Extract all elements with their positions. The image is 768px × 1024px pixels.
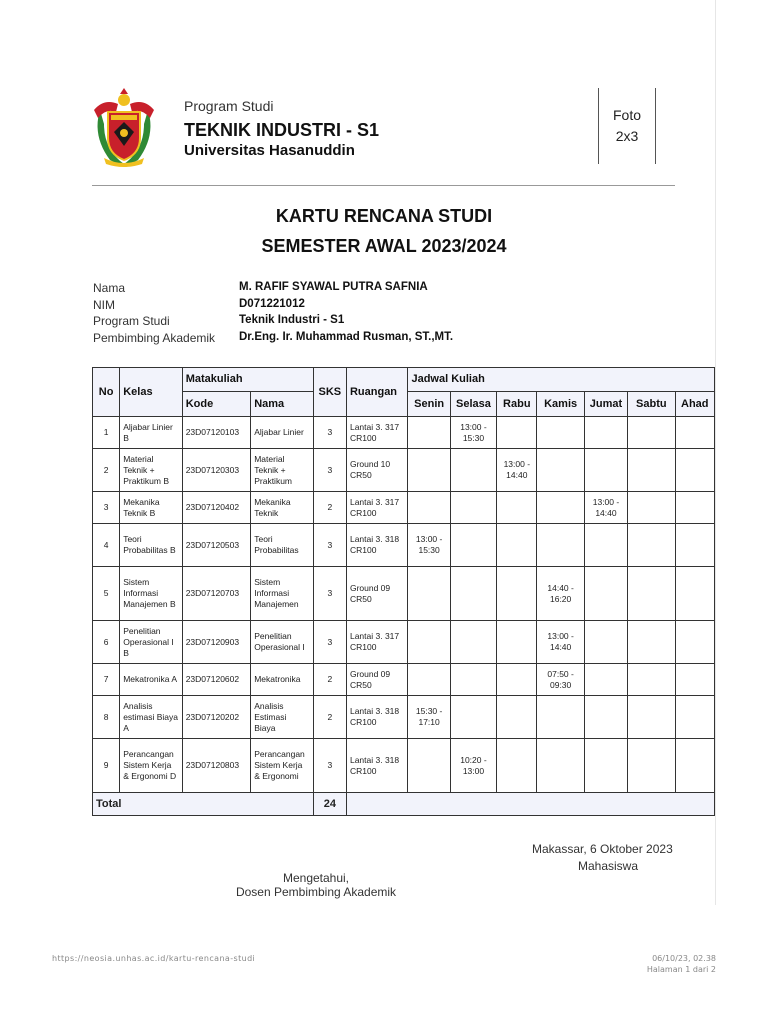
- cell-senin: [408, 449, 450, 492]
- cell-ahad: [675, 664, 715, 696]
- cell-kamis: 14:40 - 16:20: [537, 567, 584, 621]
- footer-timestamp: 06/10/23, 02.38: [652, 954, 716, 963]
- table-row: [93, 449, 715, 492]
- info-label: Nama: [93, 281, 126, 295]
- cell-ruangan: Ground 09 CR50: [346, 567, 407, 621]
- cell-no: 8: [93, 696, 120, 739]
- cell-sks: 3: [313, 621, 346, 664]
- cell-rabu: [497, 621, 537, 664]
- cell-sabtu: [628, 417, 675, 449]
- cell-rabu: [497, 567, 537, 621]
- total-empty: [346, 793, 714, 816]
- cell-sabtu: [628, 524, 675, 567]
- cell-senin: 15:30 - 17:10: [408, 696, 450, 739]
- cell-rabu: [497, 739, 537, 793]
- info-row-pembimbing: [93, 331, 453, 348]
- col-header-kelas: Kelas: [120, 368, 182, 417]
- program-name: TEKNIK INDUSTRI - S1: [184, 120, 380, 140]
- col-header-ahad: Ahad: [675, 392, 715, 417]
- sign-student-role: Mahasiswa: [578, 859, 639, 873]
- cell-sks: 3: [313, 739, 346, 793]
- cell-kelas: Mekanika Teknik B: [120, 492, 182, 524]
- cell-ruangan: Lantai 3. 318 CR100: [346, 739, 407, 793]
- photo-label: Foto: [612, 107, 641, 123]
- cell-rabu: [497, 492, 537, 524]
- table-row: [93, 664, 715, 696]
- cell-no: 1: [93, 417, 120, 449]
- cell-no: 9: [93, 739, 120, 793]
- info-label: Pembimbing Akademik: [93, 330, 216, 345]
- info-row-nim: [93, 298, 453, 315]
- cell-no: 5: [93, 567, 120, 621]
- cell-ahad: [675, 492, 715, 524]
- cell-kode: 23D07120303: [182, 449, 251, 492]
- cell-ruangan: Ground 09 CR50: [346, 664, 407, 696]
- col-header-rabu: Rabu: [497, 392, 537, 417]
- photo-placeholder: [598, 88, 656, 164]
- cell-kelas: Material Teknik + Praktikum B: [120, 449, 182, 492]
- cell-senin: [408, 567, 450, 621]
- sign-place-date: Makassar, 6 Oktober 2023: [532, 842, 673, 856]
- cell-sks: 2: [313, 492, 346, 524]
- university-logo: [90, 88, 158, 168]
- cell-kelas: Perancangan Sistem Kerja & Ergonomi D: [120, 739, 182, 793]
- cell-nama: Mekanika Teknik: [251, 492, 314, 524]
- cell-sabtu: [628, 696, 675, 739]
- cell-nama: Penelitian Operasional I: [251, 621, 314, 664]
- table-row: [93, 739, 715, 793]
- cell-rabu: 13:00 - 14:40: [497, 449, 537, 492]
- student-info: [93, 281, 453, 347]
- col-header-sabtu: Sabtu: [628, 392, 675, 417]
- cell-jumat: [584, 621, 627, 664]
- cell-ahad: [675, 524, 715, 567]
- info-label: Program Studi: [93, 314, 170, 328]
- cell-senin: [408, 492, 450, 524]
- cell-jumat: [584, 739, 627, 793]
- col-header-jadwal: Jadwal Kuliah: [408, 368, 715, 392]
- cell-ahad: [675, 696, 715, 739]
- cell-ruangan: Lantai 3. 318 CR100: [346, 696, 407, 739]
- cell-senin: [408, 664, 450, 696]
- cell-kamis: [537, 492, 584, 524]
- cell-jumat: [584, 449, 627, 492]
- cell-ahad: [675, 449, 715, 492]
- cell-jumat: [584, 696, 627, 739]
- cell-kode: 23D07120503: [182, 524, 251, 567]
- table-row: [93, 492, 715, 524]
- cell-sks: 3: [313, 524, 346, 567]
- cell-nama: Aljabar Linier: [251, 417, 314, 449]
- cell-senin: [408, 739, 450, 793]
- cell-nama: Analisis Estimasi Biaya: [251, 696, 314, 739]
- info-row-program: [93, 314, 453, 331]
- col-header-kamis: Kamis: [537, 392, 584, 417]
- cell-sks: 3: [313, 449, 346, 492]
- cell-nama: Material Teknik + Praktikum: [251, 449, 314, 492]
- cell-ahad: [675, 739, 715, 793]
- cell-jumat: [584, 524, 627, 567]
- col-header-senin: Senin: [408, 392, 450, 417]
- cell-kode: 23D07120703: [182, 567, 251, 621]
- cell-ruangan: Ground 10 CR50: [346, 449, 407, 492]
- cell-kamis: 13:00 - 14:40: [537, 621, 584, 664]
- cell-sks: 2: [313, 664, 346, 696]
- cell-jumat: [584, 664, 627, 696]
- cell-ruangan: Lantai 3. 317 CR100: [346, 417, 407, 449]
- footer-page-number: Halaman 1 dari 2: [646, 965, 716, 974]
- cell-no: 7: [93, 664, 120, 696]
- table-row: [93, 524, 715, 567]
- cell-kode: 23D07120103: [182, 417, 251, 449]
- page-edge: [715, 0, 716, 905]
- cell-selasa: [450, 621, 496, 664]
- semester-title: SEMESTER AWAL 2023/2024: [261, 236, 507, 256]
- cell-sabtu: [628, 567, 675, 621]
- course-table: [92, 367, 715, 816]
- table-row: [93, 696, 715, 739]
- advisor-role: Dosen Pembimbing Akademik: [235, 885, 397, 899]
- table-row: [93, 417, 715, 449]
- cell-no: 4: [93, 524, 120, 567]
- cell-senin: 13:00 - 15:30: [408, 524, 450, 567]
- cell-sabtu: [628, 492, 675, 524]
- info-value: Dr.Eng. Ir. Muhammad Rusman, ST.,MT.: [239, 330, 454, 343]
- cell-kelas: Aljabar Linier B: [120, 417, 182, 449]
- total-label: Total: [93, 793, 314, 816]
- info-value: M. RAFIF SYAWAL PUTRA SAFNIA: [239, 281, 428, 293]
- total-sks: 24: [313, 793, 346, 816]
- cell-ahad: [675, 621, 715, 664]
- cell-selasa: [450, 449, 496, 492]
- cell-kamis: [537, 417, 584, 449]
- cell-nama: Teori Probabilitas: [251, 524, 314, 567]
- info-row-nama: [93, 281, 453, 298]
- cell-rabu: [497, 664, 537, 696]
- col-header-kode: Kode: [182, 392, 251, 417]
- university-name: Universitas Hasanuddin: [184, 142, 355, 159]
- cell-no: 6: [93, 621, 120, 664]
- cell-kode: 23D07120602: [182, 664, 251, 696]
- cell-kelas: Sistem Informasi Manajemen B: [120, 567, 182, 621]
- cell-jumat: [584, 417, 627, 449]
- cell-selasa: [450, 524, 496, 567]
- cell-kamis: [537, 449, 584, 492]
- cell-selasa: [450, 696, 496, 739]
- total-row: [93, 793, 715, 816]
- col-header-selasa: Selasa: [450, 392, 496, 417]
- col-header-sks: SKS: [313, 368, 346, 417]
- header-divider: [92, 185, 675, 186]
- cell-kode: 23D07120903: [182, 621, 251, 664]
- cell-senin: [408, 417, 450, 449]
- cell-sks: 3: [313, 417, 346, 449]
- cell-nama: Perancangan Sistem Kerja & Ergonomi: [251, 739, 314, 793]
- cell-kamis: [537, 524, 584, 567]
- cell-ruangan: Lantai 3. 318 CR100: [346, 524, 407, 567]
- cell-selasa: [450, 664, 496, 696]
- cell-jumat: [584, 567, 627, 621]
- cell-ruangan: Lantai 3. 317 CR100: [346, 621, 407, 664]
- document-title: KARTU RENCANA STUDI: [275, 206, 493, 226]
- table-row: [93, 621, 715, 664]
- cell-nama: Sistem Informasi Manajemen: [251, 567, 314, 621]
- cell-ruangan: Lantai 3. 317 CR100: [346, 492, 407, 524]
- cell-kode: 23D07120803: [182, 739, 251, 793]
- cell-kode: 23D07120202: [182, 696, 251, 739]
- cell-sabtu: [628, 664, 675, 696]
- cell-kode: 23D07120402: [182, 492, 251, 524]
- cell-nama: Mekatronika: [251, 664, 314, 696]
- footer-url: https://neosia.unhas.ac.id/kartu-rencana-studi: [52, 954, 256, 963]
- cell-no: 2: [93, 449, 120, 492]
- cell-senin: [408, 621, 450, 664]
- header-subtitle: Program Studi: [184, 98, 274, 114]
- cell-kelas: Penelitian Operasional I B: [120, 621, 182, 664]
- cell-kelas: Teori Probabilitas B: [120, 524, 182, 567]
- col-header-no: No: [93, 368, 120, 417]
- cell-sabtu: [628, 739, 675, 793]
- cell-ahad: [675, 417, 715, 449]
- info-value: D071221012: [239, 297, 305, 310]
- table-row: [93, 567, 715, 621]
- ack-line: Mengetahui,: [282, 871, 350, 885]
- info-value: Teknik Industri - S1: [239, 314, 345, 326]
- cell-sabtu: [628, 621, 675, 664]
- col-header-jumat: Jumat: [584, 392, 627, 417]
- cell-kamis: [537, 739, 584, 793]
- cell-kelas: Analisis estimasi Biaya A: [120, 696, 182, 739]
- col-header-matakuliah: Matakuliah: [182, 368, 313, 392]
- cell-sks: 3: [313, 567, 346, 621]
- cell-rabu: [497, 417, 537, 449]
- cell-selasa: 10:20 - 13:00: [450, 739, 496, 793]
- col-header-ruangan: Ruangan: [346, 368, 407, 417]
- cell-sabtu: [628, 449, 675, 492]
- cell-sks: 2: [313, 696, 346, 739]
- photo-size: 2x3: [615, 128, 639, 144]
- info-label: NIM: [93, 297, 115, 312]
- col-header-nama: Nama: [251, 392, 314, 417]
- cell-selasa: [450, 567, 496, 621]
- cell-kelas: Mekatronika A: [120, 664, 182, 696]
- cell-selasa: [450, 492, 496, 524]
- cell-jumat: 13:00 - 14:40: [584, 492, 627, 524]
- cell-no: 3: [93, 492, 120, 524]
- cell-ahad: [675, 567, 715, 621]
- cell-selasa: 13:00 - 15:30: [450, 417, 496, 449]
- cell-rabu: [497, 524, 537, 567]
- cell-kamis: 07:50 - 09:30: [537, 664, 584, 696]
- cell-kamis: [537, 696, 584, 739]
- cell-rabu: [497, 696, 537, 739]
